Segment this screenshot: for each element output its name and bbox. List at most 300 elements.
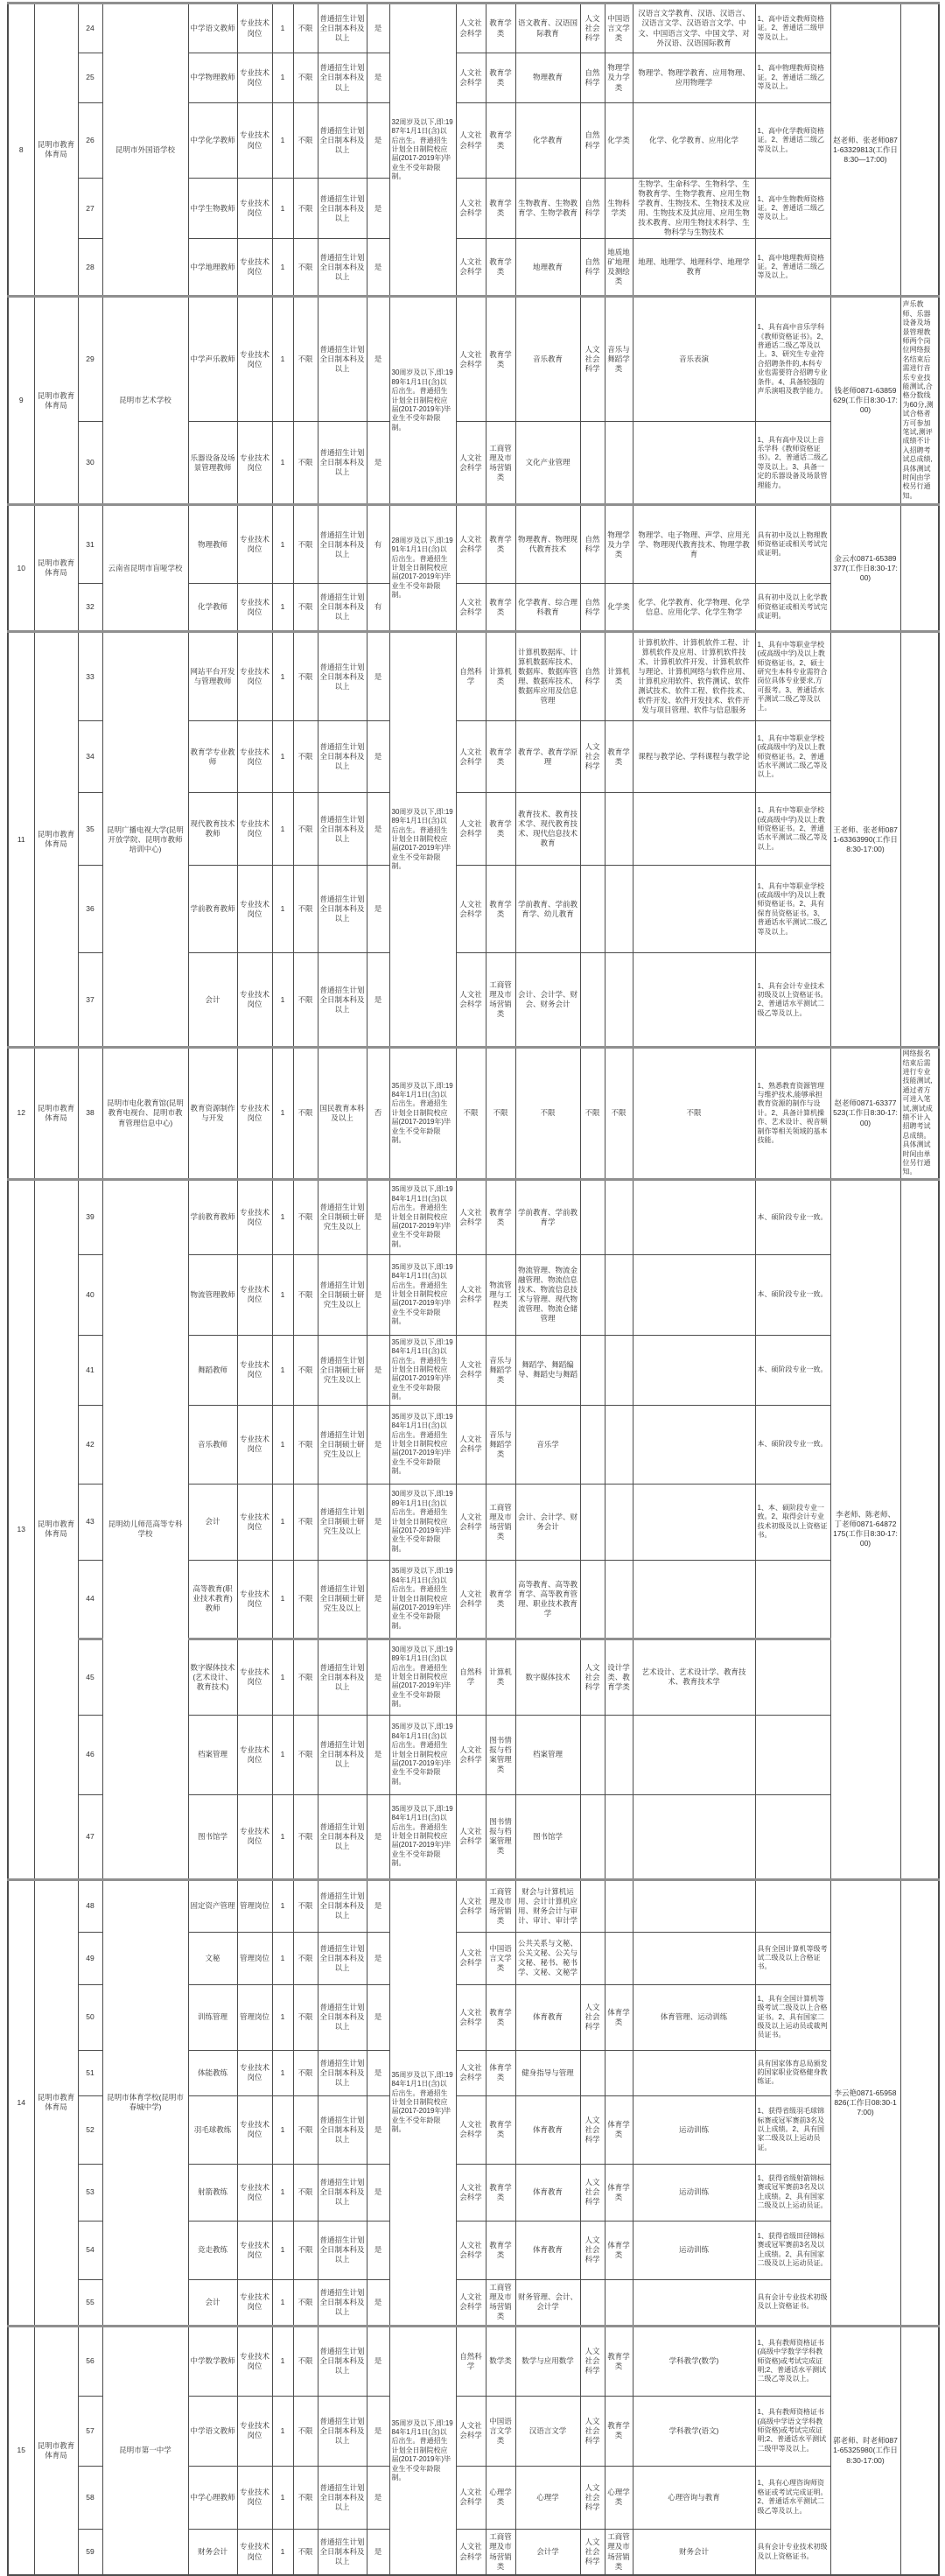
job-title: 网站平台开发与管理教师	[188, 632, 237, 721]
discipline-class-2	[605, 1335, 633, 1405]
gender-limit: 不限	[293, 1715, 318, 1794]
age-requirement: 30周岁及以下,即:1989年1月1日(含)以后出生。普通招生计划全日制院校应届(2017-2019年)毕业生不受年龄限制。	[389, 632, 456, 1048]
job-no: 48	[78, 1879, 102, 1932]
discipline-class-1: 物流管理与工程类	[486, 1254, 515, 1335]
education-requirement: 普通招生计划全日制硕士研究生及以上	[318, 1179, 367, 1254]
majors-2	[633, 793, 755, 866]
fresh-graduate-flag: 是	[367, 2279, 389, 2326]
education-requirement: 普通招生计划全日制硕士研究生及以上	[318, 1335, 367, 1405]
discipline-class-1: 教育学类	[486, 297, 515, 422]
age-requirement: 35周岁及以下,即:1984年1月1日(含)以后出生。普通招生计划全日制院校应届(2017-2019年)毕业生不受年龄限制。	[389, 1254, 456, 1335]
age-requirement: 35周岁及以下,即:1984年1月1日(含)以后出生。普通招生计划全日制院校应届(2017-2019年)毕业生不受年龄限制。	[389, 1335, 456, 1405]
discipline-class-1: 计算机类	[486, 1639, 515, 1715]
fresh-graduate-flag: 是	[367, 632, 389, 721]
discipline-class-1: 教育学类	[486, 505, 515, 584]
gender-limit: 不限	[293, 866, 318, 953]
headcount: 1	[272, 2095, 293, 2164]
discipline-group-2: 自然科学	[580, 179, 605, 239]
remarks: 1、具有高中及以上音乐学科《教师资格证书》。2、普通话二级乙等及以上。3、具备一定的乐器设备及场景管理能力。	[755, 422, 830, 505]
discipline-group-2: 人文社会科学	[580, 4, 605, 53]
post-type: 专业技术岗位	[237, 1048, 272, 1179]
fresh-graduate-flag: 是	[367, 297, 389, 422]
discipline-group-1: 自然科学	[456, 1639, 486, 1715]
remarks: 1、具有会计专业技术初级及以上资格证书。2、普通话水平测试二级乙等及以上。	[755, 953, 830, 1048]
discipline-group-1: 人文社会科学	[456, 4, 486, 53]
discipline-group-1: 人文社会科学	[456, 1560, 486, 1639]
department-name: 昆明市教育体育局	[34, 1179, 78, 1879]
contact-info: 郭老师、时老师0871-65325980(工作日8:30-17:00)	[830, 2326, 900, 2575]
headcount: 1	[272, 2396, 293, 2466]
discipline-group-2	[580, 1254, 605, 1335]
headcount: 1	[272, 422, 293, 505]
discipline-class-2	[605, 1932, 633, 1984]
contact-info: 赵老师、张老师0871-63329813(工作日8:30—17:00)	[830, 4, 900, 297]
job-no: 51	[78, 2050, 102, 2095]
remarks: 具有会计专业技术初级及以上资格证书。	[755, 2279, 830, 2326]
education-requirement: 普通招生计划全日制硕士研究生及以上	[318, 1254, 367, 1335]
job-title: 射箭教练	[188, 2164, 237, 2221]
job-title: 乐器设备及场景管理教师	[188, 422, 237, 505]
gender-limit: 不限	[293, 1179, 318, 1254]
majors-2: 财务会计	[633, 2529, 755, 2575]
recruitment-table	[7, 2, 940, 2576]
discipline-group-1: 人文社会科学	[456, 1932, 486, 1984]
education-requirement: 普通招生计划全日制硕士研究生及以上	[318, 1484, 367, 1560]
job-no: 45	[78, 1639, 102, 1715]
contact-info: 李云艳0871-65958826(工作日08:30-17:00)	[830, 1879, 900, 2326]
remarks: 1、具有全国计算机等级考试二级及以上合格证书。2、具有国家二级及以上运动员或裁判员证书。	[755, 1984, 830, 2050]
majors-1: 汉语言文学	[515, 2396, 580, 2466]
majors-1: 教育技术、教育技术学、现代教育技术、现代信息技术教育	[515, 793, 580, 866]
post-type: 专业技术岗位	[237, 53, 272, 103]
discipline-class-1: 教育学类	[486, 584, 515, 632]
gender-limit: 不限	[293, 1335, 318, 1405]
education-requirement: 普通招生计划全日制本科及以上	[318, 584, 367, 632]
job-title: 体能教练	[188, 2050, 237, 2095]
discipline-group-2	[580, 1484, 605, 1560]
fresh-graduate-flag: 是	[367, 1560, 389, 1639]
extra-note	[900, 505, 939, 632]
gender-limit: 不限	[293, 2221, 318, 2279]
employer-name: 昆明市电化教育馆(昆明教育电视台、昆明市教育管理信息中心)	[102, 1048, 188, 1179]
education-requirement: 普通招生计划全日制本科及以上	[318, 2164, 367, 2221]
job-no: 32	[78, 584, 102, 632]
majors-2	[633, 1715, 755, 1794]
job-title: 文秘	[188, 1932, 237, 1984]
discipline-group-1: 人文社会科学	[456, 721, 486, 793]
headcount: 1	[272, 721, 293, 793]
remarks: 1、获得省级田径锦标赛或冠军赛前3名及以上成绩。2、具有国家二级及以上运动员证。	[755, 2221, 830, 2279]
age-requirement: 35周岁及以下,即:1984年1月1日(含)以后出生。普通招生计划全日制院校应届(2017-2019年)毕业生不受年龄限制。	[389, 1405, 456, 1484]
discipline-class-2: 化学类	[605, 103, 633, 179]
section-no: 15	[8, 2326, 34, 2575]
job-no: 46	[78, 1715, 102, 1794]
employer-name: 昆明市外国语学校	[102, 4, 188, 297]
majors-1: 体育教育	[515, 2095, 580, 2164]
discipline-group-1: 人文社会科学	[456, 505, 486, 584]
discipline-group-2: 人文社会科学	[580, 2396, 605, 2466]
gender-limit: 不限	[293, 1639, 318, 1715]
majors-2: 音乐表演	[633, 297, 755, 422]
gender-limit: 不限	[293, 505, 318, 584]
post-type: 专业技术岗位	[237, 103, 272, 179]
job-title: 化学教师	[188, 584, 237, 632]
discipline-group-1: 人文社会科学	[456, 2050, 486, 2095]
gender-limit: 不限	[293, 1879, 318, 1932]
section-no: 12	[8, 1048, 34, 1179]
majors-2	[633, 1879, 755, 1932]
discipline-class-1: 教育学类	[486, 2095, 515, 2164]
gender-limit: 不限	[293, 2164, 318, 2221]
headcount: 1	[272, 103, 293, 179]
job-no: 59	[78, 2529, 102, 2575]
discipline-group-1: 人文社会科学	[456, 1484, 486, 1560]
job-title: 音乐教师	[188, 1405, 237, 1484]
age-requirement: 35周岁及以下,即:1984年1月1日(含)以后出生。普通招生计划全日制院校应届(2017-2019年)毕业生不受年龄限制。	[389, 1715, 456, 1794]
discipline-class-1: 音乐与舞蹈学类	[486, 1335, 515, 1405]
discipline-group-2: 人文社会科学	[580, 2164, 605, 2221]
remarks: 本、硕阶段专业一致。	[755, 1405, 830, 1484]
discipline-group-1: 人文社会科学	[456, 2279, 486, 2326]
post-type: 专业技术岗位	[237, 2221, 272, 2279]
discipline-class-1: 教育学类	[486, 1179, 515, 1254]
majors-2	[633, 1254, 755, 1335]
discipline-class-1: 中国语言文学类	[486, 2396, 515, 2466]
discipline-group-1: 人文社会科学	[456, 297, 486, 422]
job-title: 物理教师	[188, 505, 237, 584]
majors-2: 不限	[633, 1048, 755, 1179]
majors-2	[633, 1560, 755, 1639]
post-type: 专业技术岗位	[237, 2164, 272, 2221]
employer-name: 昆明市体育学校(昆明市春城中学)	[102, 1879, 188, 2326]
remarks: 本、硕阶段专业一致。	[755, 1179, 830, 1254]
post-type: 专业技术岗位	[237, 2095, 272, 2164]
majors-2	[633, 2279, 755, 2326]
discipline-class-2	[605, 1484, 633, 1560]
gender-limit: 不限	[293, 2466, 318, 2529]
fresh-graduate-flag: 是	[367, 1932, 389, 1984]
job-no: 38	[78, 1048, 102, 1179]
discipline-class-1: 体育学类	[486, 2050, 515, 2095]
fresh-graduate-flag: 是	[367, 1639, 389, 1715]
extra-note	[900, 632, 939, 1048]
education-requirement: 普通招生计划全日制本科及以上	[318, 505, 367, 584]
discipline-group-2	[580, 1179, 605, 1254]
job-no: 42	[78, 1405, 102, 1484]
education-requirement: 普通招生计划全日制本科及以上	[318, 179, 367, 239]
majors-2: 化学、化学教育、化学物理、化学信息、应用化学、化学生物学	[633, 584, 755, 632]
headcount: 1	[272, 2529, 293, 2575]
education-requirement: 普通招生计划全日制本科及以上	[318, 721, 367, 793]
discipline-class-1: 图书情报与档案管理类	[486, 1715, 515, 1794]
job-title: 羽毛球教练	[188, 2095, 237, 2164]
discipline-class-1: 工商管理及市场营销类	[486, 2529, 515, 2575]
fresh-graduate-flag: 是	[367, 2326, 389, 2396]
gender-limit: 不限	[293, 2396, 318, 2466]
majors-1: 体育教育	[515, 2164, 580, 2221]
contact-info: 王老师、张老师0871-63363990(工作日8:30-17:00)	[830, 632, 900, 1048]
majors-1: 计算机数据库、计算机数据库技术、数据库、数据库管理、数据库技术、数据库应用及信息管理	[515, 632, 580, 721]
majors-2: 地理、地理学、地理科学、地理学教育	[633, 239, 755, 297]
job-title: 图书馆学	[188, 1794, 237, 1879]
discipline-group-2: 人文社会科学	[580, 2326, 605, 2396]
job-no: 34	[78, 721, 102, 793]
post-type: 专业技术岗位	[237, 179, 272, 239]
education-requirement: 普通招生计划全日制本科及以上	[318, 53, 367, 103]
majors-1: 音乐教育	[515, 297, 580, 422]
fresh-graduate-flag: 是	[367, 1254, 389, 1335]
discipline-group-2	[580, 953, 605, 1048]
fresh-graduate-flag: 是	[367, 2396, 389, 2466]
majors-1: 学前教育、学前教育学	[515, 1179, 580, 1254]
job-title: 会计	[188, 2279, 237, 2326]
fresh-graduate-flag: 是	[367, 721, 389, 793]
gender-limit: 不限	[293, 53, 318, 103]
gender-limit: 不限	[293, 297, 318, 422]
job-no: 35	[78, 793, 102, 866]
discipline-class-2: 心理学类	[605, 2466, 633, 2529]
gender-limit: 不限	[293, 953, 318, 1048]
post-type: 管理岗位	[237, 1879, 272, 1932]
majors-2: 运动训练	[633, 2095, 755, 2164]
discipline-group-2: 自然科学	[580, 239, 605, 297]
job-title: 数字媒体技术(艺术设计、教育技术)	[188, 1639, 237, 1715]
discipline-group-2	[580, 1405, 605, 1484]
gender-limit: 不限	[293, 1484, 318, 1560]
discipline-group-1: 不限	[456, 1048, 486, 1179]
discipline-class-2: 不限	[605, 1048, 633, 1179]
majors-2: 运动训练	[633, 2164, 755, 2221]
majors-2: 学科教学(语文)	[633, 2396, 755, 2466]
gender-limit: 不限	[293, 721, 318, 793]
discipline-class-2	[605, 1254, 633, 1335]
discipline-group-1: 人文社会科学	[456, 1984, 486, 2050]
discipline-class-2: 地质地矿地理及测绘类	[605, 239, 633, 297]
education-requirement: 普通招生计划全日制硕士研究生及以上	[318, 1405, 367, 1484]
majors-2: 物理学、电子物理、声学、应用光学、物理现代教育技术、物理学教育	[633, 505, 755, 584]
discipline-group-2	[580, 1879, 605, 1932]
majors-1: 财会与计算机运用、会计计算机应用、财务会计与审计、审计、审计学	[515, 1879, 580, 1932]
education-requirement: 普通招生计划全日制本科及以上	[318, 2396, 367, 2466]
fresh-graduate-flag: 是	[367, 2466, 389, 2529]
age-requirement: 32周岁及以下,即:1987年1月1日(含)以后出生。普通招生计划全日制院校应届(2017-2019年)毕业生不受年龄限制。	[389, 4, 456, 297]
fresh-graduate-flag: 是	[367, 422, 389, 505]
majors-2	[633, 2050, 755, 2095]
job-no: 27	[78, 179, 102, 239]
discipline-class-1: 教育学类	[486, 1984, 515, 2050]
post-type: 专业技术岗位	[237, 2396, 272, 2466]
fresh-graduate-flag: 是	[367, 2050, 389, 2095]
job-no: 50	[78, 1984, 102, 2050]
discipline-group-2: 人文社会科学	[580, 1984, 605, 2050]
section-no: 8	[8, 4, 34, 297]
remarks: 1、高中语文教师资格证。2、普通话二级甲等及以上。	[755, 4, 830, 53]
job-title: 中学化学教师	[188, 103, 237, 179]
headcount: 1	[272, 1715, 293, 1794]
department-name: 昆明市教育体育局	[34, 1879, 78, 2326]
discipline-group-2	[580, 793, 605, 866]
majors-2	[633, 953, 755, 1048]
post-type: 专业技术岗位	[237, 1179, 272, 1254]
discipline-class-1: 教育学类	[486, 1560, 515, 1639]
majors-1: 数字媒体技术	[515, 1639, 580, 1715]
post-type: 专业技术岗位	[237, 1560, 272, 1639]
age-requirement: 35周岁及以下,即:1984年1月1日(含)以后出生。普通招生计划全日制院校应届(2017-2019年)毕业生不受年龄限制。	[389, 2326, 456, 2575]
discipline-class-2	[605, 953, 633, 1048]
age-requirement: 35周岁及以下,即:1984年1月1日(含)以后出生。普通招生计划全日制院校应届(2017-2019年)毕业生不受年龄限制。	[389, 1048, 456, 1179]
remarks: 1、具有高中音乐学科《教师资格证书》。2、普通话二级乙等及以上。3、研究生专业符合招聘条件的,本科专业也需要符合招聘专业条件。4、具备较强的声乐演唱及教学能力。	[755, 297, 830, 422]
majors-1: 教育学、教育学原理	[515, 721, 580, 793]
discipline-class-2	[605, 1560, 633, 1639]
majors-2: 计算机软件、计算机软件工程、计算机软件及应用、计算机软件技术、计算机软件开发、计算机软件与理论、计算机网络与软件应用、计算机应用软件、软件测试、软件测试技术、软件工程、软件技术、软件开发、软件开发技术、软件开发与项目管理、软件与信息服务	[633, 632, 755, 721]
discipline-class-1: 数学类	[486, 2326, 515, 2396]
post-type: 专业技术岗位	[237, 1254, 272, 1335]
remarks: 具有国家体育总局颁发的国家职业资格健身教练证。	[755, 2050, 830, 2095]
education-requirement: 普通招生计划全日制本科及以上	[318, 953, 367, 1048]
majors-1: 高等教育、高等教育学、高等教育管理、职业技术教育学	[515, 1560, 580, 1639]
section-no: 10	[8, 505, 34, 632]
job-no: 49	[78, 1932, 102, 1984]
discipline-class-1: 心理学类	[486, 2466, 515, 2529]
discipline-class-2: 计算机类	[605, 632, 633, 721]
majors-1: 不限	[515, 1048, 580, 1179]
job-title: 高等教育(职业技术教育)教师	[188, 1560, 237, 1639]
majors-1: 地理教育	[515, 239, 580, 297]
discipline-group-1: 人文社会科学	[456, 584, 486, 632]
discipline-class-2: 教育学类	[605, 721, 633, 793]
discipline-group-2: 不限	[580, 1048, 605, 1179]
discipline-class-2: 设计学类、教育学类	[605, 1639, 633, 1715]
section-no: 9	[8, 297, 34, 505]
education-requirement: 普通招生计划全日制本科及以上	[318, 2050, 367, 2095]
extra-note	[900, 1879, 939, 2326]
majors-1: 语文教育、汉语国际教育	[515, 4, 580, 53]
post-type: 专业技术岗位	[237, 1639, 272, 1715]
employer-name: 昆明广播电视大学(昆明开放学院、昆明市教师培训中心)	[102, 632, 188, 1048]
discipline-group-2: 自然科学	[580, 584, 605, 632]
discipline-class-1: 教育学类	[486, 2164, 515, 2221]
discipline-group-1: 人文社会科学	[456, 2221, 486, 2279]
gender-limit: 不限	[293, 1560, 318, 1639]
discipline-class-2: 体育学类	[605, 2095, 633, 2164]
remarks: 1、获得省级射箭锦标赛或冠军赛前3名及以上成绩。2、具有国家二级及以上运动员证。	[755, 2164, 830, 2221]
fresh-graduate-flag: 是	[367, 53, 389, 103]
discipline-group-2	[580, 866, 605, 953]
headcount: 1	[272, 953, 293, 1048]
remarks: 1、高中物理教师资格证。2、普通话二级乙等及以上。	[755, 53, 830, 103]
job-no: 37	[78, 953, 102, 1048]
majors-1: 图书馆学	[515, 1794, 580, 1879]
discipline-group-1: 自然科学	[456, 632, 486, 721]
job-no: 41	[78, 1335, 102, 1405]
employer-name: 云南省昆明市盲哑学校	[102, 505, 188, 632]
headcount: 1	[272, 793, 293, 866]
gender-limit: 不限	[293, 1254, 318, 1335]
gender-limit: 不限	[293, 2279, 318, 2326]
discipline-class-2	[605, 1715, 633, 1794]
education-requirement: 普通招生计划全日制本科及以上	[318, 1932, 367, 1984]
majors-2: 体育管理、运动训练	[633, 1984, 755, 2050]
discipline-class-2: 教育学类	[605, 2326, 633, 2396]
gender-limit: 不限	[293, 4, 318, 53]
majors-2: 化学、化学教育、应用化学	[633, 103, 755, 179]
fresh-graduate-flag: 是	[367, 1984, 389, 2050]
majors-1: 物理教育、物理现代教育技术	[515, 505, 580, 584]
job-title: 教育资源制作与开发	[188, 1048, 237, 1179]
headcount: 1	[272, 866, 293, 953]
majors-1: 心理学	[515, 2466, 580, 2529]
gender-limit: 不限	[293, 793, 318, 866]
discipline-group-1: 人文社会科学	[456, 866, 486, 953]
discipline-group-1: 人文社会科学	[456, 103, 486, 179]
headcount: 1	[272, 179, 293, 239]
gender-limit: 不限	[293, 239, 318, 297]
discipline-class-1: 计算机类	[486, 632, 515, 721]
headcount: 1	[272, 1794, 293, 1879]
post-type: 专业技术岗位	[237, 1405, 272, 1484]
job-title: 会计	[188, 953, 237, 1048]
job-no: 57	[78, 2396, 102, 2466]
majors-1: 舞蹈学、舞蹈编导、舞蹈史与舞蹈	[515, 1335, 580, 1405]
remarks: 具有初中及以上物理教师资格证或相关考试完成证明。	[755, 505, 830, 584]
job-title: 中学数学教师	[188, 2326, 237, 2396]
job-title: 中学生物教师	[188, 179, 237, 239]
remarks: 1、具有心理咨询师资格证或考试完成证明。2、普通话水平测试二级乙等及以上。	[755, 2466, 830, 2529]
discipline-class-1: 图书情报与档案管理类	[486, 1794, 515, 1879]
fresh-graduate-flag: 是	[367, 103, 389, 179]
job-title: 中学物理教师	[188, 53, 237, 103]
job-title: 教育学专业教师	[188, 721, 237, 793]
majors-2	[633, 1932, 755, 1984]
extra-note: 网络报名结束后需进行专业技能测试,通过者方可进入笔试,测试成绩不计入招聘考试总成绩。具体测试时间由单位另行通知。	[900, 1048, 939, 1179]
gender-limit: 不限	[293, 1405, 318, 1484]
discipline-class-1: 音乐与舞蹈学类	[486, 1405, 515, 1484]
fresh-graduate-flag: 是	[367, 793, 389, 866]
department-name: 昆明市教育体育局	[34, 1048, 78, 1179]
discipline-group-1: 人文社会科学	[456, 1715, 486, 1794]
job-no: 33	[78, 632, 102, 721]
discipline-class-2: 中国语言文学类	[605, 4, 633, 53]
remarks	[755, 1560, 830, 1639]
fresh-graduate-flag: 是	[367, 1879, 389, 1932]
majors-1: 财务管理、会计、会计学	[515, 2279, 580, 2326]
headcount: 1	[272, 4, 293, 53]
contact-info: 李老师、陈老师、丁老师0871-64872175(工作日8:30-17:00)	[830, 1179, 900, 1879]
post-type: 专业技术岗位	[237, 632, 272, 721]
discipline-group-2: 自然科学	[580, 53, 605, 103]
department-name: 昆明市教育体育局	[34, 4, 78, 297]
majors-1: 生物教育、生物教育学、生物学教育	[515, 179, 580, 239]
discipline-class-1: 不限	[486, 1048, 515, 1179]
headcount: 1	[272, 2221, 293, 2279]
discipline-class-2	[605, 422, 633, 505]
discipline-class-1: 工商管理及市场营销类	[486, 1879, 515, 1932]
job-title: 现代教育技术教师	[188, 793, 237, 866]
discipline-group-2	[580, 1932, 605, 1984]
job-title: 学前教育教师	[188, 1179, 237, 1254]
gender-limit: 不限	[293, 179, 318, 239]
contact-info: 金云水0871-65389377(工作日8:30-17:00)	[830, 505, 900, 632]
majors-2: 学科教学(数学)	[633, 2326, 755, 2396]
remarks: 具有会计专业技术初级及以上资格证书。	[755, 2529, 830, 2575]
discipline-class-1: 教育学类	[486, 103, 515, 179]
department-name: 昆明市教育体育局	[34, 505, 78, 632]
fresh-graduate-flag: 是	[367, 2164, 389, 2221]
remarks: 1、具有中等职业学校(或高级中学)及以上教师资格证书。2、硕士研究生本科专业需符合岗位具体专业要求,方可报考。3、普通话水平测试二级乙等及以上。	[755, 632, 830, 721]
job-no: 44	[78, 1560, 102, 1639]
post-type: 专业技术岗位	[237, 953, 272, 1048]
employer-name: 昆明市第一中学	[102, 2326, 188, 2575]
